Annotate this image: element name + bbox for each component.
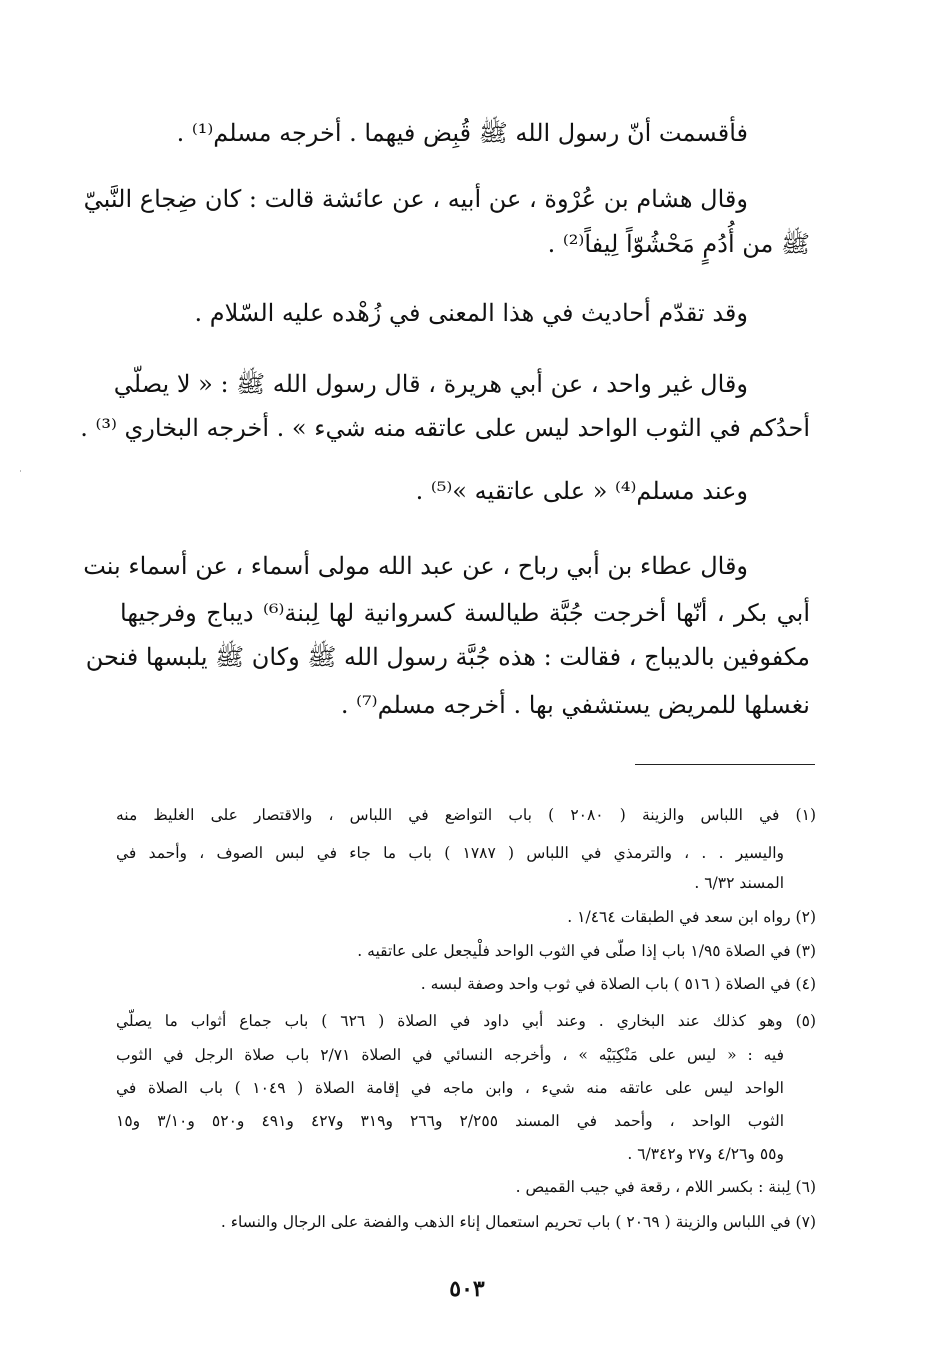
page-number: ٥٠٣ bbox=[449, 1276, 485, 1302]
footnote-line: الثوب الواحد ، وأحمد في المسند ٢/٢٥٥ و٢٦٦ و٣١٩ و٤٢٧ و٤٩١ و٥٢٠ و٣/١٠ و١٥ bbox=[116, 1112, 785, 1130]
footnote-line: واليسير . . ، والترمذي في اللباس ( ١٧٨٧ ) باب ما جاء في لبس الصوف ، وأحمد في bbox=[116, 844, 784, 862]
footnote-line: (٤) في الصلاة ( ٥١٦ ) باب الصلاة في ثوب واحد وصفة لبسه . bbox=[420, 975, 816, 993]
scan-speck bbox=[20, 470, 21, 472]
footnote-line: و٥٥ و٤/٢٦ و٢٧ و٦/٣٤٢ . bbox=[627, 1145, 784, 1163]
footnote-line: الواحد ليس على عاتقه منه شيء ، وابن ماجه في إقامة الصلاة ( ١٠٤٩ ) باب الصلاة في bbox=[116, 1079, 784, 1097]
footnote-line: (٢) رواه ابن سعد في الطبقات ١/٤٦٤ . bbox=[567, 908, 816, 926]
main-text-line: مكفوفين بالديباج ، فقالت : هذه جُبَّة رسول الله ﷺ وكان ﷺ يلبسها فنحن bbox=[85, 643, 810, 671]
main-text-line: وقال هشام بن عُرْوة ، عن أبيه ، عن عائشة قالت : كان ضِجاع النَّبيّ bbox=[83, 185, 748, 213]
main-text-line: وقد تقدّم أحاديث في هذا المعنى في زُهْده عليه السّلام . bbox=[194, 299, 748, 327]
main-text-line: وقال عطاء بن أبي رباح ، عن عبد الله مولى أسماء ، عن أسماء بنت bbox=[83, 552, 748, 580]
main-text-line: نغسلها للمريض يستشفي بها . أخرجه مسلم⁽⁷⁾ . bbox=[340, 691, 810, 719]
footnote-line: فيه : « ليس على مَنْكِبَيْه » ، وأخرجه النسائي في الصلاة ٢/٧١ باب صلاة الرجل في الثوب bbox=[116, 1046, 784, 1064]
footnote-line: (٣) في الصلاة ١/٩٥ باب إذا صلّى في الثوب الواحد فلْيجعل على عاتقيه . bbox=[357, 942, 816, 960]
footnote-line: (١) في اللباس والزينة ( ٢٠٨٠ ) باب التواضع في اللباس ، والاقتصار على الغليظ منه bbox=[116, 806, 816, 824]
main-text-line: أبي بكر ، أنّها أخرجت جُبَّة طيالسة كسروانية لها لِبنة⁽⁶⁾ ديباج وفرجيها bbox=[120, 599, 810, 627]
main-text-line: فأقسمت أنّ رسول الله ﷺ قُبِض فيهما . أخرجه مسلم⁽¹⁾ . bbox=[176, 119, 748, 147]
main-text-line: وقال غير واحد ، عن أبي هريرة ، قال رسول الله ﷺ : « لا يصلّي bbox=[113, 370, 748, 398]
main-text-line: ﷺ من أُدُمٍ مَحْشُوّاً لِيفاً⁽²⁾ . bbox=[547, 230, 810, 258]
main-text-line: وعند مسلم⁽⁴⁾ « على عاتقيه »⁽⁵⁾ . bbox=[415, 477, 748, 505]
main-text-line: أحدُكم في الثوب الواحد ليس على عاتقه منه شيء » . أخرجه البخاري ⁽³⁾ . bbox=[80, 414, 810, 442]
footnote-line: (٥) وهو كذلك عند البخاري . وعند أبي داود في الصلاة ( ٦٢٦ ) باب جماع أثواب ما يصلّي bbox=[116, 1012, 817, 1030]
footnote-line: (٧) في اللباس والزينة ( ٢٠٦٩ ) باب تحريم استعمال إناء الذهب والفضة على الرجال والنساء . bbox=[220, 1213, 816, 1231]
footnote-separator bbox=[635, 764, 815, 765]
footnote-line: (٦) لِبنة : بكسر اللام ، رقعة في جيب القميص . bbox=[515, 1178, 816, 1196]
footnote-line: المسند ٦/٣٢ . bbox=[694, 874, 784, 892]
